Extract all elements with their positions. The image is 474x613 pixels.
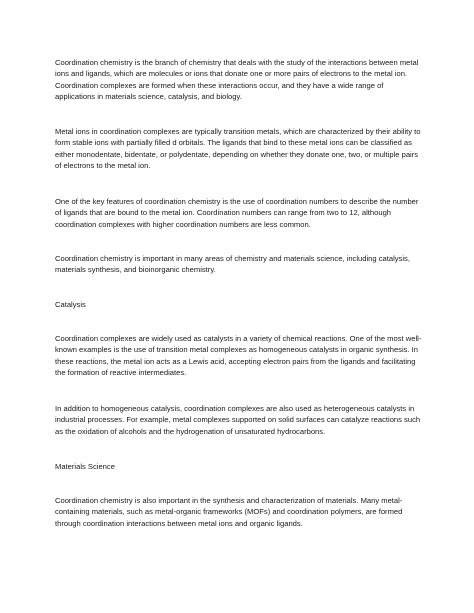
paragraph-coordination-numbers: One of the key features of coordination chemistry is the use of coordination numbers to describe the number of ligands that are bound to the metal ion. Coordination numbers can range from two to 12, although coordination complexes with higher coordination numbers are less common. [55,197,419,229]
paragraph-homogeneous-catalysis: Coordination complexes are widely used as catalysts in a variety of chemical reactions. One of the most well-known examples is the use of transition metal complexes as homogeneous catalysts in organic synthesis. In these reactions, the metal ion acts as a Lewis acid, accepting electron pairs from the ligands and facilitating the formation of reactive intermediates. [55,334,422,378]
section-heading-materials-science: Materials Science [55,462,115,471]
paragraph-heterogeneous-catalysis: In addition to homogeneous catalysis, coordination complexes are also used as heterogeneous catalysts in industrial processes. For example, metal complexes supported on solid surfaces can catalyze reactions such as the oxidation of alcohols and the hydrogenation of unsaturated hydrocarbons. [55,404,421,436]
paragraph-materials: Coordination chemistry is also important in the synthesis and characterization of materials. Many metal-containing materials, such as metal-organic frameworks (MOFs) and coordination polymers, are formed through coordination interactions between metal ions and organic ligands. [55,496,403,528]
paragraph-metal-ions: Metal ions in coordination complexes are typically transition metals, which are characterized by their ability to form stable ions with partially filled d orbitals. The ligands that bind to these metal ions can be classified as either monodentate, bidentate, or polydentate, depending on whether they donate one, two, or multiple pairs of electrons to the metal ion. [55,127,421,171]
section-heading-catalysis: Catalysis [55,300,86,309]
paragraph-intro: Coordination chemistry is the branch of chemistry that deals with the study of the interactions between metal ions and ligands, which are molecules or ions that donate one or more pairs of electrons to the metal ion. Coordination complexes are formed when these interactions occur, and they have a wide range of applications in materials science, catalysis, and biology. [55,58,419,102]
paragraph-importance: Coordination chemistry is important in many areas of chemistry and materials science, including catalysis, materials synthesis, and bioinorganic chemistry. [55,254,410,275]
